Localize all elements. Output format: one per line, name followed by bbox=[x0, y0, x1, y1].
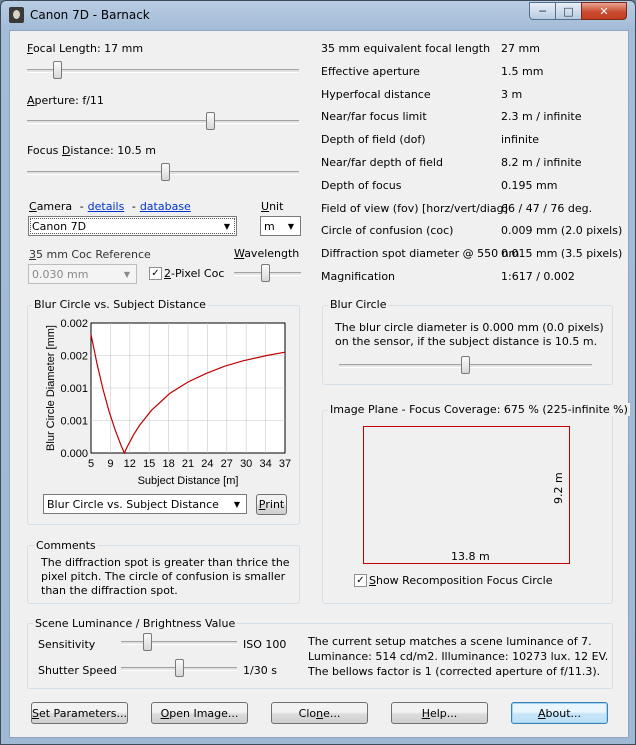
image-plane-height-label: 9.2 m bbox=[552, 472, 565, 504]
focal-length-slider-thumb[interactable] bbox=[53, 61, 62, 79]
focal-length-label: Focal Length: 17 mm bbox=[27, 42, 144, 55]
stat-value: 0.195 mm bbox=[501, 178, 558, 192]
wavelength-label: Wavelength bbox=[234, 247, 300, 260]
x-axis-label: Subject Distance [m] bbox=[137, 475, 239, 487]
camera-select[interactable] bbox=[28, 216, 237, 236]
scene-info-line-1: The current setup matches a scene luminance of 7. bbox=[308, 635, 592, 648]
shutter-speed-slider-thumb[interactable] bbox=[175, 659, 184, 677]
stat-value: 66 / 47 / 76 deg. bbox=[501, 201, 593, 215]
sensitivity-slider[interactable] bbox=[121, 633, 237, 653]
wavelength-slider[interactable] bbox=[234, 264, 301, 284]
two-pixel-coc-label: 2-Pixel Coc bbox=[164, 267, 225, 280]
database-link[interactable]: database bbox=[139, 200, 191, 213]
stat-label: Hyperfocal distance bbox=[321, 87, 431, 101]
details-link[interactable]: details bbox=[87, 200, 125, 213]
y-tick-label: 0.001 bbox=[60, 383, 88, 395]
clone-button[interactable]: Clo n e... bbox=[271, 702, 368, 724]
chevron-down-icon: ▼ bbox=[123, 269, 131, 279]
chevron-down-icon: ▼ bbox=[233, 499, 241, 509]
chart-type-select[interactable] bbox=[43, 494, 247, 514]
stat-label: Effective aperture bbox=[321, 64, 420, 78]
stat-value: 1:617 / 0.002 bbox=[501, 270, 575, 283]
chevron-down-icon: ▼ bbox=[287, 221, 295, 231]
stat-label: Depth of focus bbox=[321, 178, 402, 192]
x-tick-label: 21 bbox=[181, 458, 195, 470]
stat-label: 35 mm equivalent focal length bbox=[321, 42, 491, 55]
set-parameters-button[interactable]: S et Parameters... bbox=[31, 702, 128, 724]
x-tick-label: 37 bbox=[278, 458, 292, 470]
stat-value: infinite bbox=[501, 133, 540, 147]
about-button[interactable]: A bout... bbox=[511, 702, 608, 724]
image-plane-rectangle bbox=[363, 426, 570, 564]
wavelength-slider-thumb[interactable] bbox=[261, 264, 270, 282]
show-recomposition-label: Show Recomposition Focus Circle bbox=[369, 574, 553, 587]
x-tick-label: 12 bbox=[123, 458, 136, 470]
chevron-down-icon: ▼ bbox=[223, 221, 231, 231]
x-tick-label: 24 bbox=[201, 458, 214, 470]
comments-title: Comments bbox=[36, 539, 96, 552]
unit-select-value: m bbox=[264, 220, 275, 233]
aperture-label: Aperture: f/11 bbox=[27, 94, 104, 107]
open-image-button[interactable]: O pen Image... bbox=[151, 702, 248, 724]
maximize-button[interactable]: □ bbox=[555, 2, 582, 20]
stat-value: 3 m bbox=[501, 87, 523, 101]
stat-value: 27 mm bbox=[501, 42, 540, 55]
close-button[interactable]: ✕ bbox=[581, 2, 627, 20]
shutter-speed-value: 1/30 s bbox=[243, 664, 277, 677]
sensitivity-value: ISO 100 bbox=[243, 638, 287, 651]
aperture-slider-thumb[interactable] bbox=[206, 112, 215, 130]
x-tick-label: 9 bbox=[107, 458, 114, 470]
image-plane-width-label: 13.8 m bbox=[451, 550, 490, 563]
coc-reference-select[interactable] bbox=[28, 264, 137, 284]
blur-circle-slider-thumb[interactable] bbox=[461, 356, 470, 374]
stat-label: Near/far focus limit bbox=[321, 110, 427, 124]
y-tick-label: 0.000 bbox=[60, 448, 88, 460]
x-tick-label: 27 bbox=[220, 458, 233, 470]
scene-info-line-3: The bellows factor is 1 (corrected aperture of f/11.3). bbox=[308, 665, 601, 678]
scene-luminance-title: Scene Luminance / Brightness Value bbox=[35, 617, 236, 630]
show-recomposition-checkbox[interactable]: ✓ bbox=[354, 574, 367, 587]
x-tick-label: 18 bbox=[162, 458, 175, 470]
y-tick-label: 0.001 bbox=[60, 415, 88, 428]
sensitivity-label: Sensitivity bbox=[38, 638, 96, 651]
window-title: Canon 7D - Barnack bbox=[30, 8, 150, 22]
title-bar[interactable] bbox=[1, 1, 635, 29]
camera-select-value: Canon 7D bbox=[32, 220, 87, 233]
y-axis-label: Blur Circle Diameter [mm] bbox=[45, 325, 57, 451]
x-tick-label: 34 bbox=[259, 458, 272, 470]
coc-reference-value: 0.030 mm bbox=[32, 268, 89, 281]
camera-label: Camera - details - database bbox=[29, 200, 191, 213]
minimize-button[interactable]: ─ bbox=[529, 2, 556, 20]
dialog-client bbox=[9, 30, 629, 738]
aperture-slider[interactable] bbox=[27, 112, 299, 132]
focus-distance-slider-thumb[interactable] bbox=[161, 163, 170, 181]
blur-circle-text: The blur circle diameter is 0.000 mm (0.0 pixels) on the sensor, if the subject distance is 10.5 m. bbox=[335, 321, 604, 348]
stat-label: Circle of confusion (coc) bbox=[321, 224, 454, 238]
image-plane-title: Image Plane - Focus Coverage: 675 % (225-infinite %) bbox=[330, 403, 628, 416]
app-portrait-icon bbox=[9, 7, 24, 23]
unit-select[interactable] bbox=[260, 216, 301, 236]
scene-info-line-2: Luminance: 514 cd/m2. Illuminance: 10273 lux. 12 EV. bbox=[308, 650, 609, 663]
focal-length-slider[interactable] bbox=[27, 61, 299, 81]
x-tick-label: 5 bbox=[87, 458, 95, 470]
stat-value: 8.2 m / infinite bbox=[501, 156, 582, 169]
sensitivity-slider-thumb[interactable] bbox=[143, 633, 152, 651]
two-pixel-coc-checkbox[interactable]: ✓ bbox=[149, 267, 162, 280]
stat-label: Near/far depth of field bbox=[321, 156, 443, 169]
stat-value: 1.5 mm bbox=[501, 64, 544, 78]
shutter-speed-label: Shutter Speed bbox=[38, 664, 117, 677]
blur-circle-title: Blur Circle bbox=[330, 298, 387, 311]
stat-label: Magnification bbox=[321, 270, 396, 283]
focus-distance-slider[interactable] bbox=[27, 163, 299, 183]
chart-type-value: Blur Circle vs. Subject Distance bbox=[47, 498, 219, 511]
stat-label: Field of view (fov) [horz/vert/diag] bbox=[321, 201, 508, 215]
x-tick-label: 30 bbox=[240, 458, 253, 470]
shutter-speed-slider[interactable] bbox=[121, 659, 237, 679]
coc-reference-label: 35 mm Coc Reference bbox=[29, 248, 151, 261]
focus-distance-label: Focus Distance: 10.5 m bbox=[27, 144, 156, 157]
stat-label: Depth of field (dof) bbox=[321, 133, 426, 147]
stat-value: 2.3 m / infinite bbox=[501, 110, 582, 124]
x-tick-label: 15 bbox=[143, 458, 156, 470]
blur-vs-distance-chart bbox=[37, 314, 292, 488]
y-tick-label: 0.002 bbox=[60, 350, 88, 363]
blur-circle-slider[interactable] bbox=[339, 356, 592, 376]
stat-value: 0.009 mm (2.0 pixels) bbox=[501, 224, 623, 238]
stat-value: 0.015 mm (3.5 pixels) bbox=[501, 247, 623, 261]
help-button[interactable]: H elp... bbox=[391, 702, 488, 724]
blur-chart-group-title: Blur Circle vs. Subject Distance bbox=[34, 298, 206, 311]
y-tick-label: 0.002 bbox=[60, 318, 88, 330]
print-button[interactable]: P rint bbox=[256, 494, 287, 515]
unit-label: Unit bbox=[261, 200, 284, 213]
stat-label: Diffraction spot diameter @ 550 nm bbox=[321, 247, 520, 261]
comments-text: The diffraction spot is greater than thrice the pixel pitch. The circle of confusion is smaller than the diffraction spot. bbox=[41, 556, 290, 597]
